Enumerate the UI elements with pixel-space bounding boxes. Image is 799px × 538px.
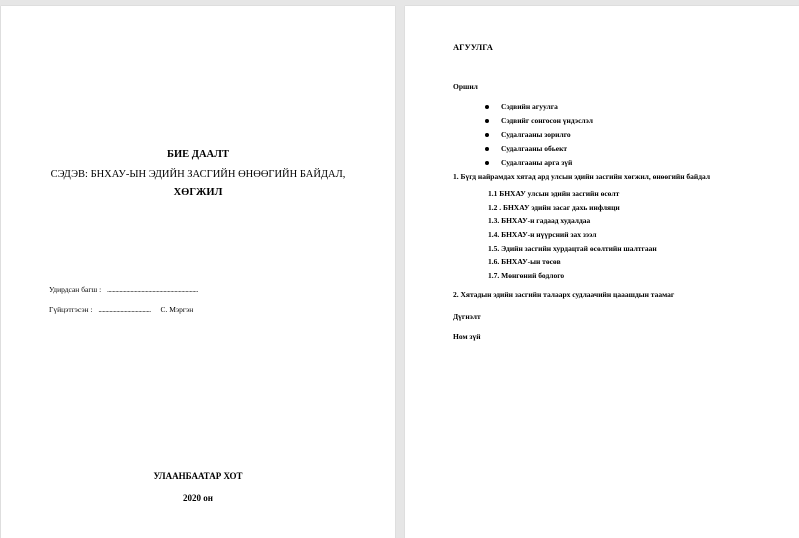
year: 2020 он [183, 493, 213, 503]
toc-conclusion: Дүгнэлт [453, 312, 481, 321]
topic-title-line2: ХӨГЖИЛ [173, 187, 223, 198]
toc-chapter1: 1. Бүгд найрамдах хятад ард улсын эдийн засгийн хөгжил, өнөөгийн байдал [453, 172, 711, 181]
list-item: 1.1 БНХАУ улсын эдийн засгийн өсөлт [488, 189, 620, 198]
list-item: Судалгааны обьект [485, 142, 593, 156]
topic-title-line1: СЭДЭВ: БНХАУ-ЫН ЭДИЙН ЗАСГИЙН ӨНӨӨГИЙН БАЙДАЛ, [50, 169, 346, 180]
list-item: Сэдвийн агуулга [485, 100, 593, 114]
cover-page [1, 6, 395, 538]
bullet-icon [485, 147, 489, 151]
bullet-icon [485, 105, 489, 109]
toc-page [405, 6, 799, 538]
author-dots: ...................................... [98, 305, 151, 314]
list-item: 1.4. БНХАУ-н нүүрсний зах зээл [488, 230, 597, 240]
bullet-icon [485, 161, 489, 165]
list-item: 1.2 . БНХАУ эдийн засаг дахь инфляци [488, 202, 620, 212]
list-item: 1.7. Мөнгөний бодлого [488, 271, 565, 281]
supervisor-line [49, 285, 198, 294]
list-item: Сэдвийг сонгосон үндэслэл [485, 114, 593, 128]
list-item: Судалгааны арга зүй [485, 156, 593, 170]
chapter1-items [488, 187, 657, 283]
assignment-title: БИЕ ДААЛТ [167, 149, 229, 160]
supervisor-dots: .................................................................. [107, 285, 198, 294]
toc-references: Ном зүй [453, 332, 481, 341]
list-item: 1.5. Эдийн засгийн хурдацтай өсөлтийн шалтгаан [488, 243, 657, 253]
author-name: С. Мэргэн [160, 305, 194, 314]
toc-chapter2: 2. Хятадын эдийн засгийн талаарх судлаачийн цааашдын таамаг [453, 290, 675, 299]
toc-title: АГУУЛГА [453, 42, 493, 52]
city: УЛААНБААТАР ХОТ [153, 471, 243, 481]
intro-items [485, 100, 593, 170]
list-item: Судалгааны зорилго [485, 128, 593, 142]
bullet-icon [485, 133, 489, 137]
author-line [49, 305, 193, 314]
author-label: Гүйцэтгэсэн : [49, 305, 93, 314]
supervisor-label: Удирдсан багш : [49, 285, 102, 294]
toc-intro: Оршил [453, 82, 478, 91]
list-item: 1.6. БНХАУ-ын төсөв [488, 257, 561, 267]
bullet-icon [485, 119, 489, 123]
list-item: 1.3. БНХАУ-н гадаад худалдаа [488, 216, 591, 226]
